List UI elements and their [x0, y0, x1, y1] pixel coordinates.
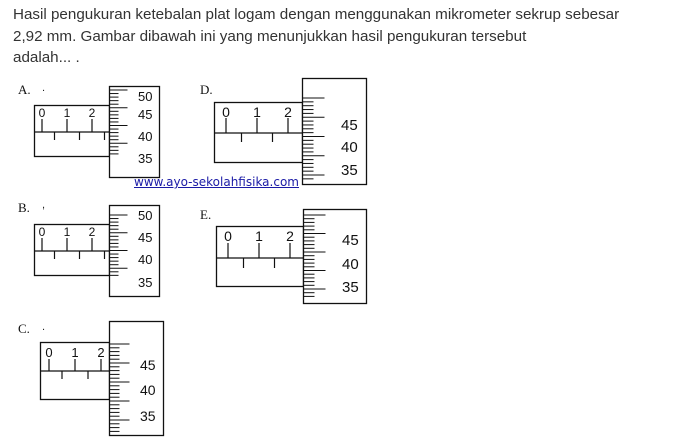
thimble-label: 40: [140, 382, 156, 398]
main-scale-label: 0: [38, 106, 46, 120]
main-scale-label: 0: [224, 228, 232, 244]
main-scale-label: 1: [255, 228, 263, 244]
micrometer-option-b: [34, 205, 164, 297]
thimble-label: 40: [138, 129, 153, 144]
question-line-3: adalah... .: [13, 49, 80, 66]
thimble-label: 50: [138, 89, 153, 104]
thimble-label: 40: [341, 139, 358, 156]
option-a-mark: .: [42, 82, 46, 94]
main-scale-label: 1: [63, 106, 71, 120]
thimble-label: 35: [140, 408, 156, 424]
thimble-label: 45: [138, 107, 153, 122]
thimble-label: 45: [138, 230, 153, 245]
main-scale-label: 1: [63, 225, 71, 239]
thimble-label: 40: [342, 256, 359, 273]
thimble-label: 35: [341, 162, 358, 179]
thimble-label: 35: [342, 279, 359, 296]
main-scale-label: 1: [71, 345, 79, 360]
website-watermark: www.ayo-sekolahfisika.com: [134, 175, 299, 189]
thimble-label: 35: [138, 151, 153, 166]
main-scale-label: 2: [88, 225, 96, 239]
main-scale-label: 2: [88, 106, 96, 120]
main-scale-label: 0: [45, 345, 53, 360]
main-scale-label: 0: [38, 225, 46, 239]
main-scale-label: 2: [286, 228, 294, 244]
question-text: [13, 4, 683, 69]
thimble-label: 50: [138, 208, 153, 223]
thimble-label: 45: [342, 232, 359, 249]
micrometer-option-c: [40, 321, 166, 437]
micrometer-option-a: [34, 86, 164, 178]
option-c-mark: .: [42, 321, 46, 333]
question-line-2: 2,92 mm. Gambar dibawah ini yang menunjukkan hasil pengukuran tersebut: [13, 27, 527, 45]
option-b-label: B.: [18, 200, 30, 215]
thimble-label: 35: [138, 275, 153, 290]
option-e-label: E.: [200, 207, 212, 222]
option-b-mark: ,: [42, 199, 46, 211]
option-c-label: C.: [18, 321, 30, 336]
option-d-label: D.: [200, 82, 213, 97]
main-scale-label: 2: [284, 104, 292, 120]
main-scale-label: 0: [222, 104, 230, 120]
micrometer-option-d: [214, 78, 368, 186]
thimble-label: 40: [138, 252, 153, 267]
main-scale-label: 2: [97, 345, 105, 360]
thimble-label: 45: [341, 117, 358, 134]
main-scale-label: 1: [253, 104, 261, 120]
thimble-label: 45: [140, 357, 156, 373]
question-line-1: Hasil pengukuran ketebalan plat logam dengan menggunakan mikrometer sekrup sebesar: [13, 6, 620, 23]
micrometer-option-e: [216, 209, 368, 305]
option-a-label: A.: [18, 82, 31, 97]
